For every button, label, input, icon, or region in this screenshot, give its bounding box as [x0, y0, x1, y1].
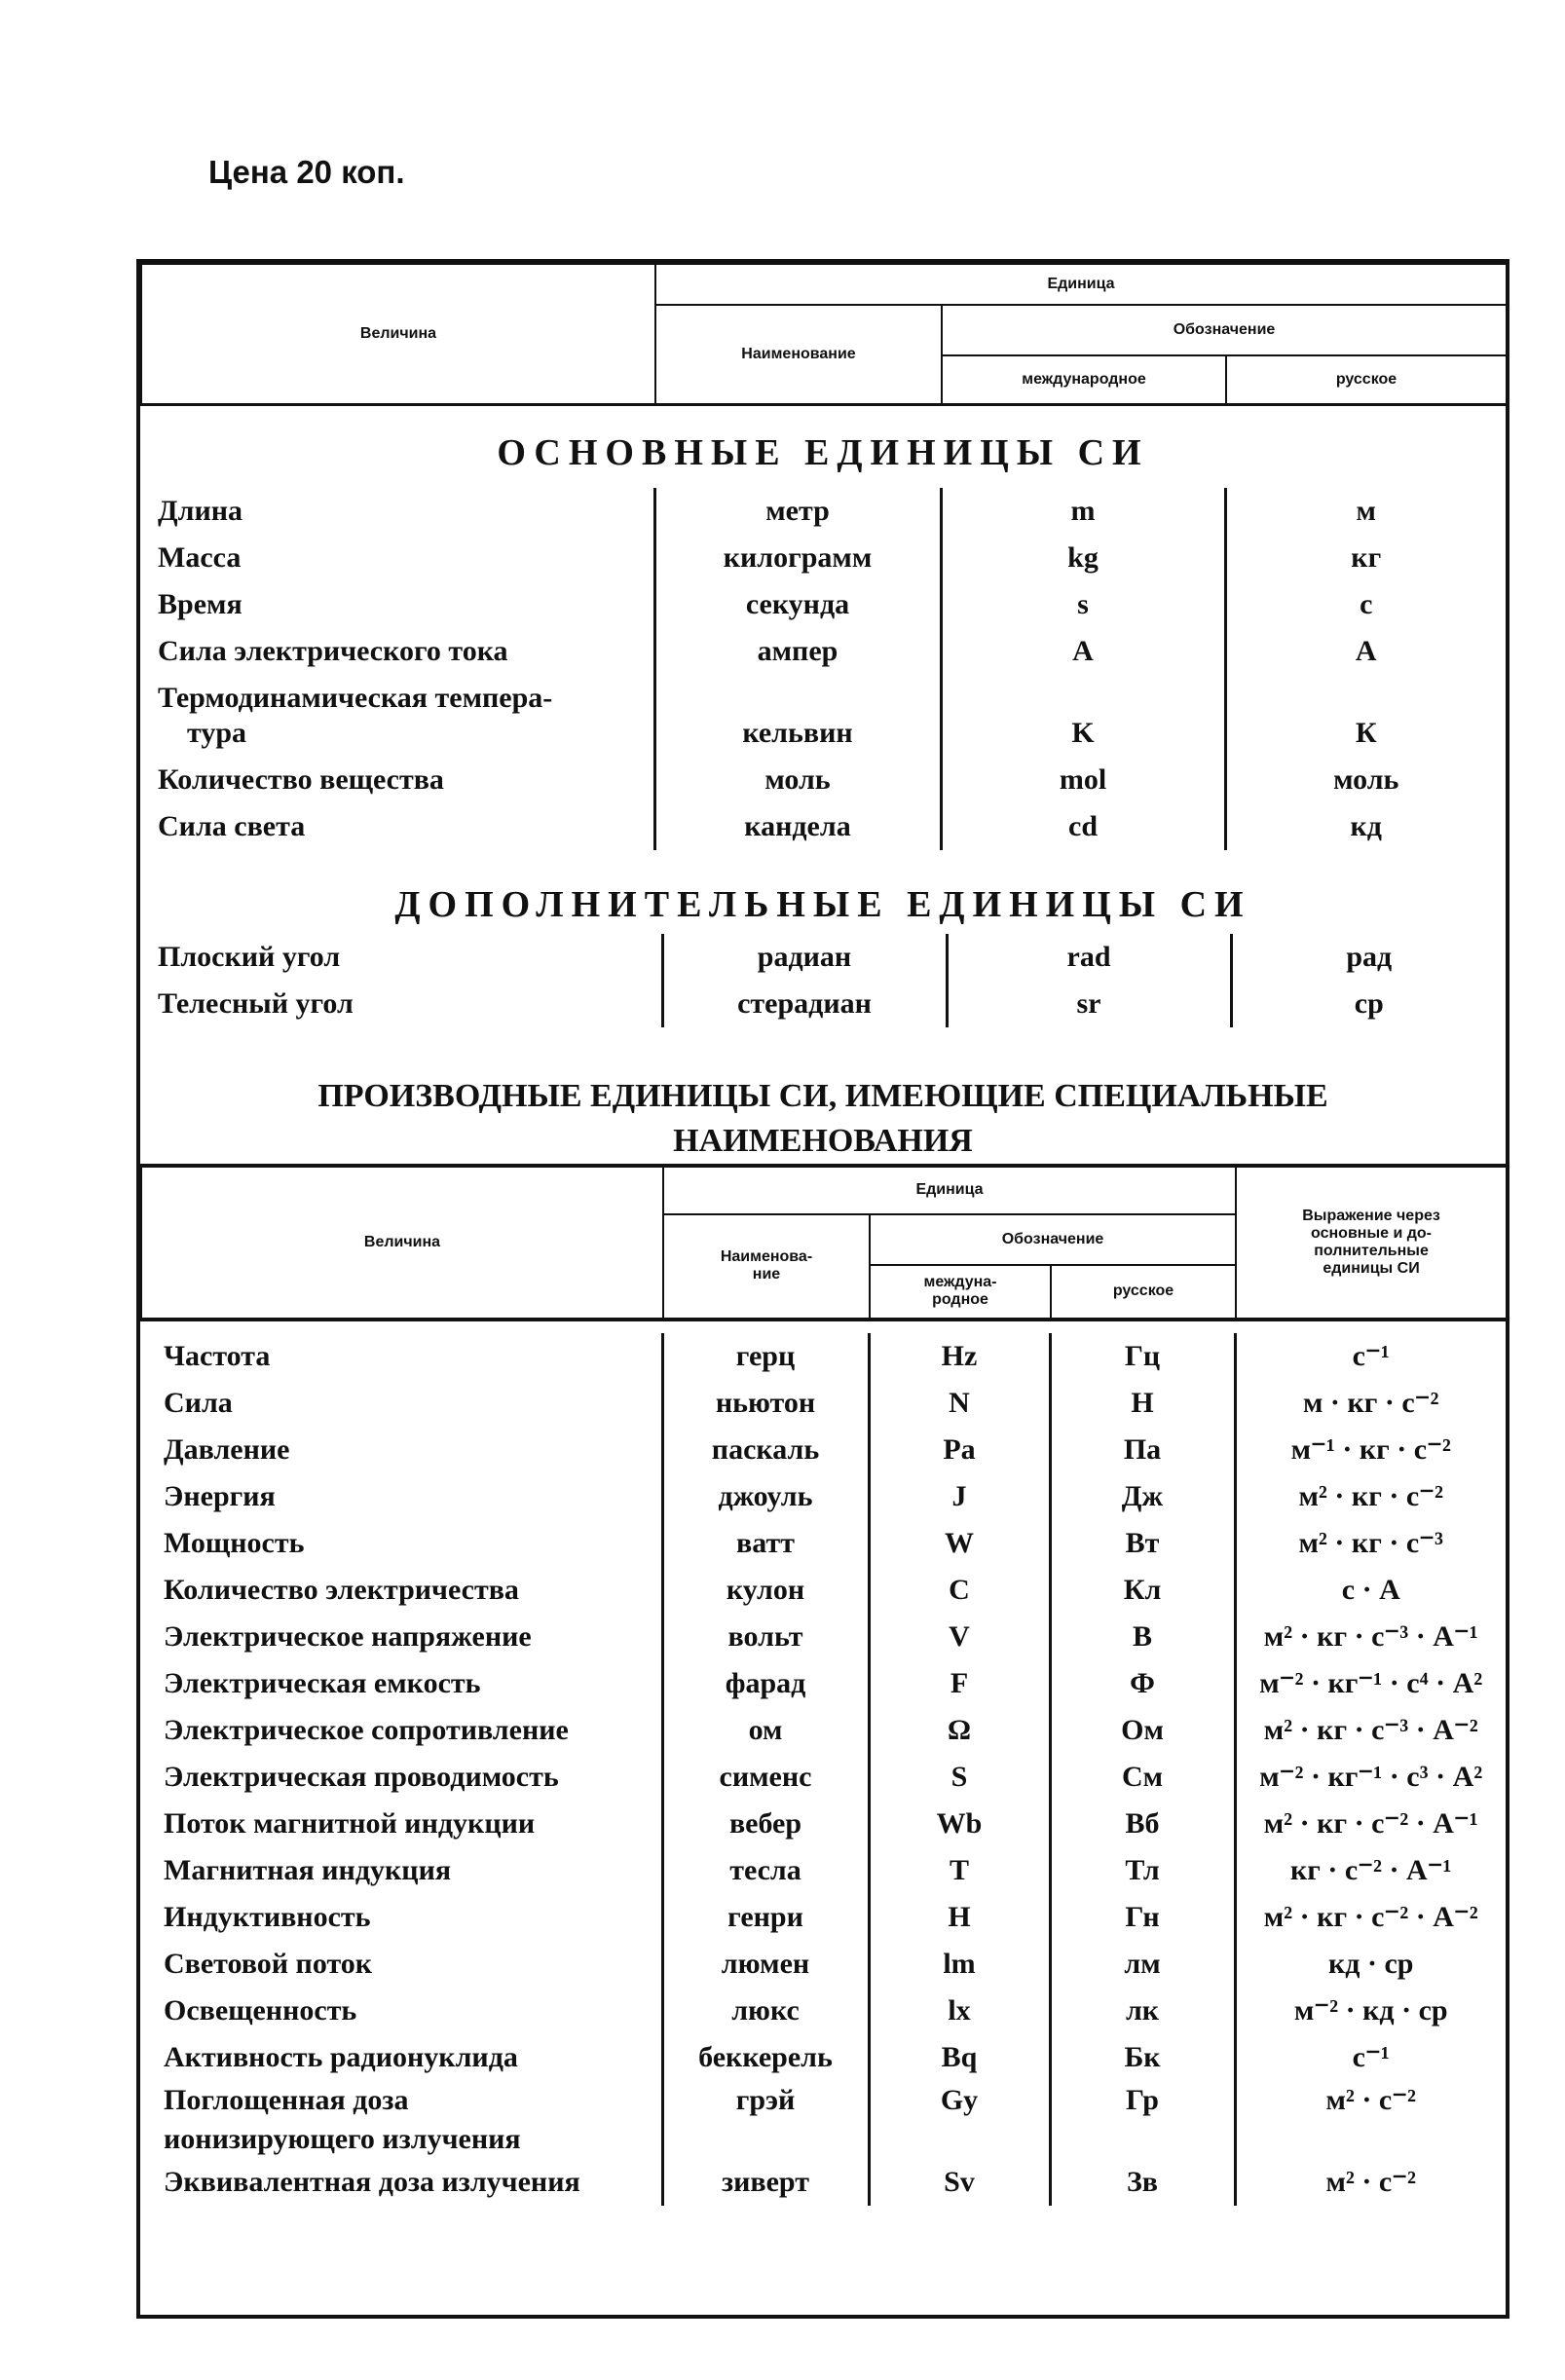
quantity-text-cont: ионизирующего излучения [164, 2122, 521, 2155]
header2-quantity: Величина [141, 1166, 663, 1320]
rus-symbol-cell: Гц [1050, 1333, 1235, 1380]
quantity-cell [140, 2081, 662, 2159]
rus-symbol-cell: Зв [1050, 2159, 1235, 2206]
supplementary-units-table [140, 934, 1506, 1027]
intl-symbol-cell: kg [941, 535, 1225, 581]
unit-name-cell: люкс [662, 1988, 869, 2034]
intl-symbol-cell: Pa [869, 1427, 1050, 1473]
rus-symbol-cell: Н [1050, 1380, 1235, 1427]
derived-units-header [140, 1164, 1508, 1321]
unit-name-cell: джоуль [662, 1473, 869, 1520]
quantity-cell: Электрическая емкость [164, 1666, 481, 1699]
unit-name-cell: вебер [662, 1801, 869, 1847]
unit-name-cell: радиан [662, 934, 947, 981]
intl-symbol-cell: W [869, 1520, 1050, 1567]
rus-symbol-cell: кг [1225, 535, 1506, 581]
quantity-cell [140, 675, 654, 757]
intl-symbol-cell: F [869, 1660, 1050, 1707]
base-units-table [140, 488, 1506, 850]
rus-symbol-cell: Бк [1050, 2034, 1235, 2081]
intl-symbol-cell: C [869, 1567, 1050, 1614]
table-row [140, 1754, 1506, 1801]
table-row [140, 1427, 1506, 1473]
rus-symbol-cell: Вт [1050, 1520, 1235, 1567]
unit-name-cell: фарад [662, 1660, 869, 1707]
price-label: Цена 20 коп. [208, 154, 405, 190]
unit-name-cell: вольт [662, 1614, 869, 1660]
section-title-derived-line2: НАИМЕНОВАНИЯ [673, 1122, 973, 1159]
quantity-cell: Электрическое сопротивление [164, 1713, 569, 1746]
table-row [140, 1380, 1506, 1427]
unit-name-cell: тесла [662, 1847, 869, 1894]
unit-name-cell: сименс [662, 1754, 869, 1801]
quantity-cell: Телесный угол [158, 986, 354, 1020]
rus-symbol-cell: рад [1231, 934, 1506, 981]
table-row [140, 535, 1506, 581]
expression-cell: м² · с⁻² [1235, 2159, 1506, 2206]
intl-symbol-cell: cd [941, 803, 1225, 850]
rus-symbol-cell: лк [1050, 1988, 1235, 2034]
intl-symbol-cell: V [869, 1614, 1050, 1660]
quantity-text-cont: тура [187, 716, 247, 749]
unit-name-cell: беккерель [662, 2034, 869, 2081]
table-row [140, 981, 1506, 1027]
rus-symbol-cell: с [1225, 581, 1506, 628]
expression-cell: м² · кг · с⁻³ · А⁻² [1235, 1707, 1506, 1754]
header2-russian: русское [1051, 1265, 1236, 1320]
rus-symbol-cell: Тл [1050, 1847, 1235, 1894]
header2-international-l1: междуна- [923, 1274, 997, 1290]
quantity-cell: Сила света [158, 809, 306, 842]
rus-symbol-cell: Вб [1050, 1801, 1235, 1847]
intl-symbol-cell: mol [941, 757, 1225, 803]
expression-cell: с⁻¹ [1235, 1333, 1506, 1380]
header-unit: Единица [655, 264, 1507, 305]
table-row [140, 1801, 1506, 1847]
expression-cell: м² · кг · с⁻² · А⁻¹ [1235, 1801, 1506, 1847]
rus-symbol-cell: В [1050, 1614, 1235, 1660]
unit-name-cell: ом [662, 1707, 869, 1754]
intl-symbol-cell: Gy [869, 2081, 1050, 2159]
header2-expression [1236, 1166, 1507, 1320]
quantity-cell: Мощность [164, 1526, 305, 1559]
table-row [140, 1894, 1506, 1941]
intl-symbol-cell: H [869, 1894, 1050, 1941]
rus-symbol-cell: Гр [1050, 2081, 1235, 2159]
table-row [140, 581, 1506, 628]
section-title-derived [140, 1027, 1506, 1164]
section-title-base: ОСНОВНЫЕ ЕДИНИЦЫ СИ [497, 431, 1149, 473]
unit-name-cell: ньютон [662, 1380, 869, 1427]
unit-name-cell: люмен [662, 1941, 869, 1988]
table-row [140, 1941, 1506, 1988]
base-units-header [140, 263, 1508, 406]
table-row [140, 1567, 1506, 1614]
expression-cell: с⁻¹ [1235, 2034, 1506, 2081]
unit-name-cell: кулон [662, 1567, 869, 1614]
unit-name-cell: грэй [662, 2081, 869, 2159]
header-international: международное [942, 355, 1226, 404]
table-row [140, 2081, 1506, 2159]
table-row [140, 2034, 1506, 2081]
quantity-cell: Освещенность [164, 1993, 357, 2027]
quantity-cell: Количество вещества [158, 762, 444, 796]
derived-units-table [140, 1333, 1506, 2206]
quantity-cell: Энергия [164, 1479, 276, 1512]
table-row [140, 1847, 1506, 1894]
header2-designation: Обозначение [870, 1214, 1236, 1265]
unit-name-cell: метр [654, 488, 941, 535]
header2-international [870, 1265, 1051, 1320]
quantity-cell: Сила электрического тока [158, 634, 508, 667]
table-row [140, 488, 1506, 535]
unit-name-cell: ампер [654, 628, 941, 675]
quantity-cell: Частота [164, 1339, 271, 1372]
table-row [140, 1333, 1506, 1380]
quantity-cell: Световой поток [164, 1947, 373, 1980]
expression-cell: м⁻¹ · кг · с⁻² [1235, 1427, 1506, 1473]
intl-symbol-cell: Bq [869, 2034, 1050, 2081]
quantity-cell: Активность радионуклида [164, 2040, 518, 2073]
unit-name-cell: кандела [654, 803, 941, 850]
expression-cell: м² · кг · с⁻² · А⁻² [1235, 1894, 1506, 1941]
expression-cell: кд · ср [1235, 1941, 1506, 1988]
unit-name-cell: килограмм [654, 535, 941, 581]
expression-cell: м² · кг · с⁻² [1235, 1473, 1506, 1520]
expression-cell: м⁻² · кг⁻¹ · с³ · А² [1235, 1754, 1506, 1801]
quantity-cell: Масса [158, 540, 242, 574]
rus-symbol-cell: Па [1050, 1427, 1235, 1473]
unit-name-cell: зиверт [662, 2159, 869, 2206]
table-row [140, 628, 1506, 675]
intl-symbol-cell: S [869, 1754, 1050, 1801]
header-name: Наименование [655, 305, 942, 404]
quantity-cell: Длина [158, 494, 243, 527]
table-row [140, 934, 1506, 981]
table-row [140, 1707, 1506, 1754]
unit-name-cell: секунда [654, 581, 941, 628]
section-title-derived-line1: ПРОИЗВОДНЫЕ ЕДИНИЦЫ СИ, ИМЕЮЩИЕ СПЕЦИАЛЬНЫЕ [317, 1077, 1328, 1114]
quantity-text: Поглощенная доза [164, 2083, 409, 2116]
intl-symbol-cell: Wb [869, 1801, 1050, 1847]
unit-name-cell: паскаль [662, 1427, 869, 1473]
rus-symbol-cell: ср [1231, 981, 1506, 1027]
header2-expression-l4: единицы СИ [1323, 1259, 1420, 1277]
table-row [140, 675, 1506, 757]
header-designation: Обозначение [942, 305, 1507, 355]
header-russian: русское [1226, 355, 1507, 404]
table-row [140, 757, 1506, 803]
rus-symbol-cell: Ф [1050, 1660, 1235, 1707]
table-row [140, 1988, 1506, 2034]
expression-cell: м · кг · с⁻² [1235, 1380, 1506, 1427]
table-row [140, 1520, 1506, 1567]
quantity-cell: Время [158, 587, 242, 620]
rus-symbol-cell: К [1225, 675, 1506, 757]
intl-symbol-cell: s [941, 581, 1225, 628]
intl-symbol-cell: J [869, 1473, 1050, 1520]
rus-symbol-cell: моль [1225, 757, 1506, 803]
intl-symbol-cell: Ω [869, 1707, 1050, 1754]
quantity-cell: Эквивалентная доза излучения [164, 2165, 580, 2198]
unit-name-cell: ватт [662, 1520, 869, 1567]
quantity-cell: Поток магнитной индукции [164, 1806, 536, 1840]
rus-symbol-cell: м [1225, 488, 1506, 535]
rus-symbol-cell: Гн [1050, 1894, 1235, 1941]
quantity-cell: Электрическая проводимость [164, 1760, 559, 1793]
intl-symbol-cell: A [941, 628, 1225, 675]
intl-symbol-cell: lx [869, 1988, 1050, 2034]
header-quantity: Величина [141, 264, 655, 404]
table-row [140, 1614, 1506, 1660]
unit-name-cell: стерадиан [662, 981, 947, 1027]
intl-symbol-cell: N [869, 1380, 1050, 1427]
expression-cell: м² · кг · с⁻³ [1235, 1520, 1506, 1567]
quantity-cell: Индуктивность [164, 1900, 371, 1933]
expression-cell: м² · с⁻² [1235, 2081, 1506, 2159]
header2-name [663, 1214, 870, 1320]
unit-name-cell: генри [662, 1894, 869, 1941]
rus-symbol-cell: лм [1050, 1941, 1235, 1988]
expression-cell: м² · кг · с⁻³ · А⁻¹ [1235, 1614, 1506, 1660]
header2-expression-l3: полнительные [1314, 1242, 1429, 1259]
intl-symbol-cell: m [941, 488, 1225, 535]
header2-international-l2: родное [932, 1291, 988, 1308]
quantity-cell: Электрическое напряжение [164, 1619, 532, 1653]
expression-cell: кг · с⁻² · А⁻¹ [1235, 1847, 1506, 1894]
table-row [140, 1473, 1506, 1520]
intl-symbol-cell: rad [947, 934, 1231, 981]
table-row [140, 1660, 1506, 1707]
header2-expression-l1: Выражение через [1302, 1207, 1440, 1224]
header2-unit: Единица [663, 1166, 1236, 1214]
unit-name-cell: герц [662, 1333, 869, 1380]
quantity-cell: Сила [164, 1386, 233, 1419]
rus-symbol-cell: См [1050, 1754, 1235, 1801]
intl-symbol-cell: T [869, 1847, 1050, 1894]
header2-name-l1: Наименова- [720, 1248, 813, 1265]
expression-cell: м⁻² · кд · ср [1235, 1988, 1506, 2034]
table-row [140, 2159, 1506, 2206]
rus-symbol-cell: кд [1225, 803, 1506, 850]
rus-symbol-cell: A [1225, 628, 1506, 675]
table-row [140, 803, 1506, 850]
unit-name-cell: кельвин [654, 675, 941, 757]
rus-symbol-cell: Дж [1050, 1473, 1235, 1520]
si-units-table-frame [136, 259, 1509, 2319]
expression-cell: с · А [1235, 1567, 1506, 1614]
intl-symbol-cell: Hz [869, 1333, 1050, 1380]
quantity-text: Термодинамическая темпера- [158, 681, 553, 714]
section-title-supplementary: ДОПОЛНИТЕЛЬНЫЕ ЕДИНИЦЫ СИ [394, 883, 1251, 925]
quantity-cell: Плоский угол [158, 940, 341, 973]
expression-cell: м⁻² · кг⁻¹ · с⁴ · А² [1235, 1660, 1506, 1707]
unit-name-cell: моль [654, 757, 941, 803]
quantity-cell: Количество электричества [164, 1573, 519, 1606]
rus-symbol-cell: Кл [1050, 1567, 1235, 1614]
intl-symbol-cell: Sv [869, 2159, 1050, 2206]
quantity-cell: Магнитная индукция [164, 1853, 452, 1886]
intl-symbol-cell: lm [869, 1941, 1050, 1988]
intl-symbol-cell: sr [947, 981, 1231, 1027]
rus-symbol-cell: Ом [1050, 1707, 1235, 1754]
intl-symbol-cell: K [941, 675, 1225, 757]
header2-name-l2: ние [752, 1266, 781, 1283]
quantity-cell: Давление [164, 1432, 290, 1466]
header2-expression-l2: основные и до- [1311, 1224, 1432, 1242]
